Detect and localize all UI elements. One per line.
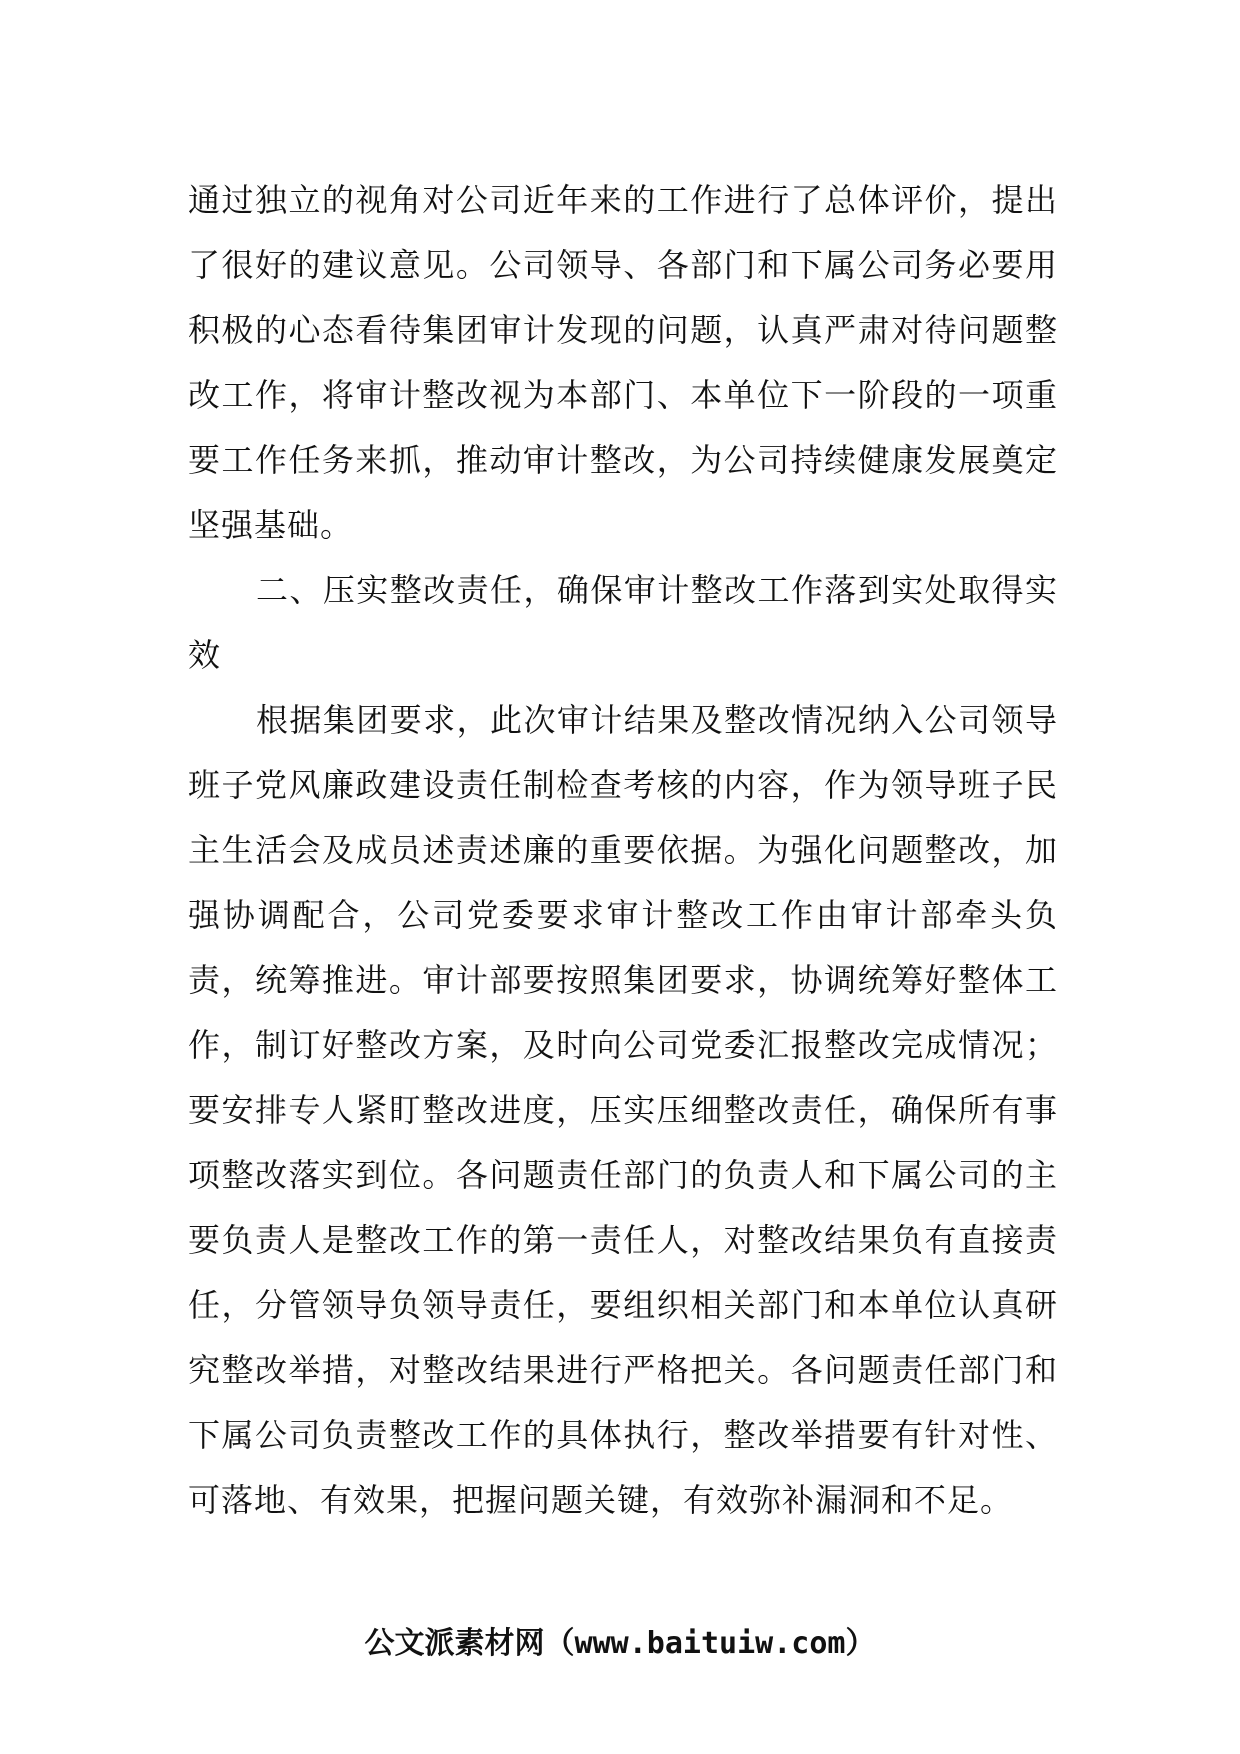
footer-watermark [0, 1624, 1240, 1664]
section-heading-two: 二、压实整改责任，确保审计整改工作落到实处取得实效 [188, 571, 1058, 674]
footer-site-name: 公文派素材网 [364, 1626, 545, 1661]
footer-url: www.baituiw.com [574, 1626, 846, 1661]
footer-open-paren: （ [544, 1626, 575, 1661]
paragraph-responsibility: 根据集团要求，此次审计结果及整改情况纳入公司领导班子党风廉政建设责任制检查考核的内容，作为领导班子民主生活会及成员述责述廉的重要依据。为强化问题整改，加强协调配合，公司党委要求审计整改工作由审计部牵头负责，统筹推进。审计部要按照集团要求，协调统筹好整体工作，制订好整改方案，及时向公司党委汇报整改完成情况；要安排专人紧盯整改进度，压实压细整改责任，确保所有事项整改落实到位。各问题责任部门的负责人和下属公司的主要负责人是整改工作的第一责任人，对整改结果负有直接责任，分管领导负领导责任，要组织相关部门和本单位认真研究整改举措，对整改结果进行严格把关。各问题责任部门和下属公司负责整改工作的具体执行，整改举措要有针对性、可落地、有效果，把握问题关键，有效弥补漏洞和不足。 [188, 701, 1058, 1519]
footer-close-paren: ） [845, 1626, 876, 1661]
document-body [188, 168, 1058, 1533]
paragraph-evaluation: 通过独立的视角对公司近年来的工作进行了总体评价，提出了很好的建议意见。公司领导、各部门和下属公司务必要用积极的心态看待集团审计发现的问题，认真严肃对待问题整改工作，将审计整改视为本部门、本单位下一阶段的一项重要工作任务来抓，推动审计整改，为公司持续健康发展奠定坚强基础。 [188, 181, 1058, 544]
